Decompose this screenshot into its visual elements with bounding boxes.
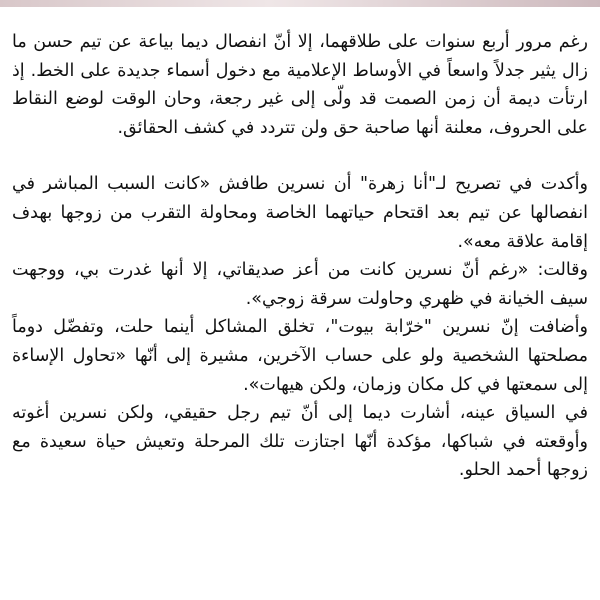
article-paragraph-statement: وأكدت في تصريح لـ"أنا زهرة" أن نسرين طافش «كانت السبب المباشر في انفصالها عن تيم بعد اقتحام حياتهما الخاصة ومحاولة التقرب من زوجها بهدف إقامة علاقة معه». <box>12 174 588 252</box>
article-paragraph-intro: رغم مرور أربع سنوات على طلاقهما، إلا أنّ انفصال ديما بياعة عن تيم حسن ما زال يثير جدلاً واسعاً في الأوساط الإعلامية مع دخول أسماء جديدة على الخط. إذ ارتأت ديمة أن زمن الصمت قد ولّى إلى غير رجعة، وحان الوقت لوضع النقاط على الحروف، معلنة أنها صاحبة حق ولن تتردد في كشف الحقائق. <box>12 32 588 138</box>
article-paragraph-addition: وأضافت إنّ نسرين "خرّابة بيوت"، تخلق المشاكل أينما حلت، وتفضّل دوماً مصلحتها الشخصية ولو على حساب الآخرين، مشيرة إلى أنّها «تحاول الإساءة إلى سمعتها في كل مكان وزمان، ولكن هيهات». <box>12 317 588 395</box>
header-image-strip <box>0 0 600 7</box>
article-paragraph-conclusion: في السياق عينه، أشارت ديما إلى أنّ تيم رجل حقيقي، ولكن نسرين أغوته وأوقعته في شباكها، مؤكدة أنّها اجتازت تلك المرحلة وتعيش حياة سعيدة مع زوجها أحمد الحلو. <box>12 403 588 481</box>
article-paragraph-quote: وقالت: «رغم أنّ نسرين كانت من أعز صديقاتي، إلا أنها غدرت بي، ووجهت سيف الخيانة في ظهري وحاولت سرقة زوجي». <box>12 260 588 309</box>
article-body <box>12 28 588 485</box>
